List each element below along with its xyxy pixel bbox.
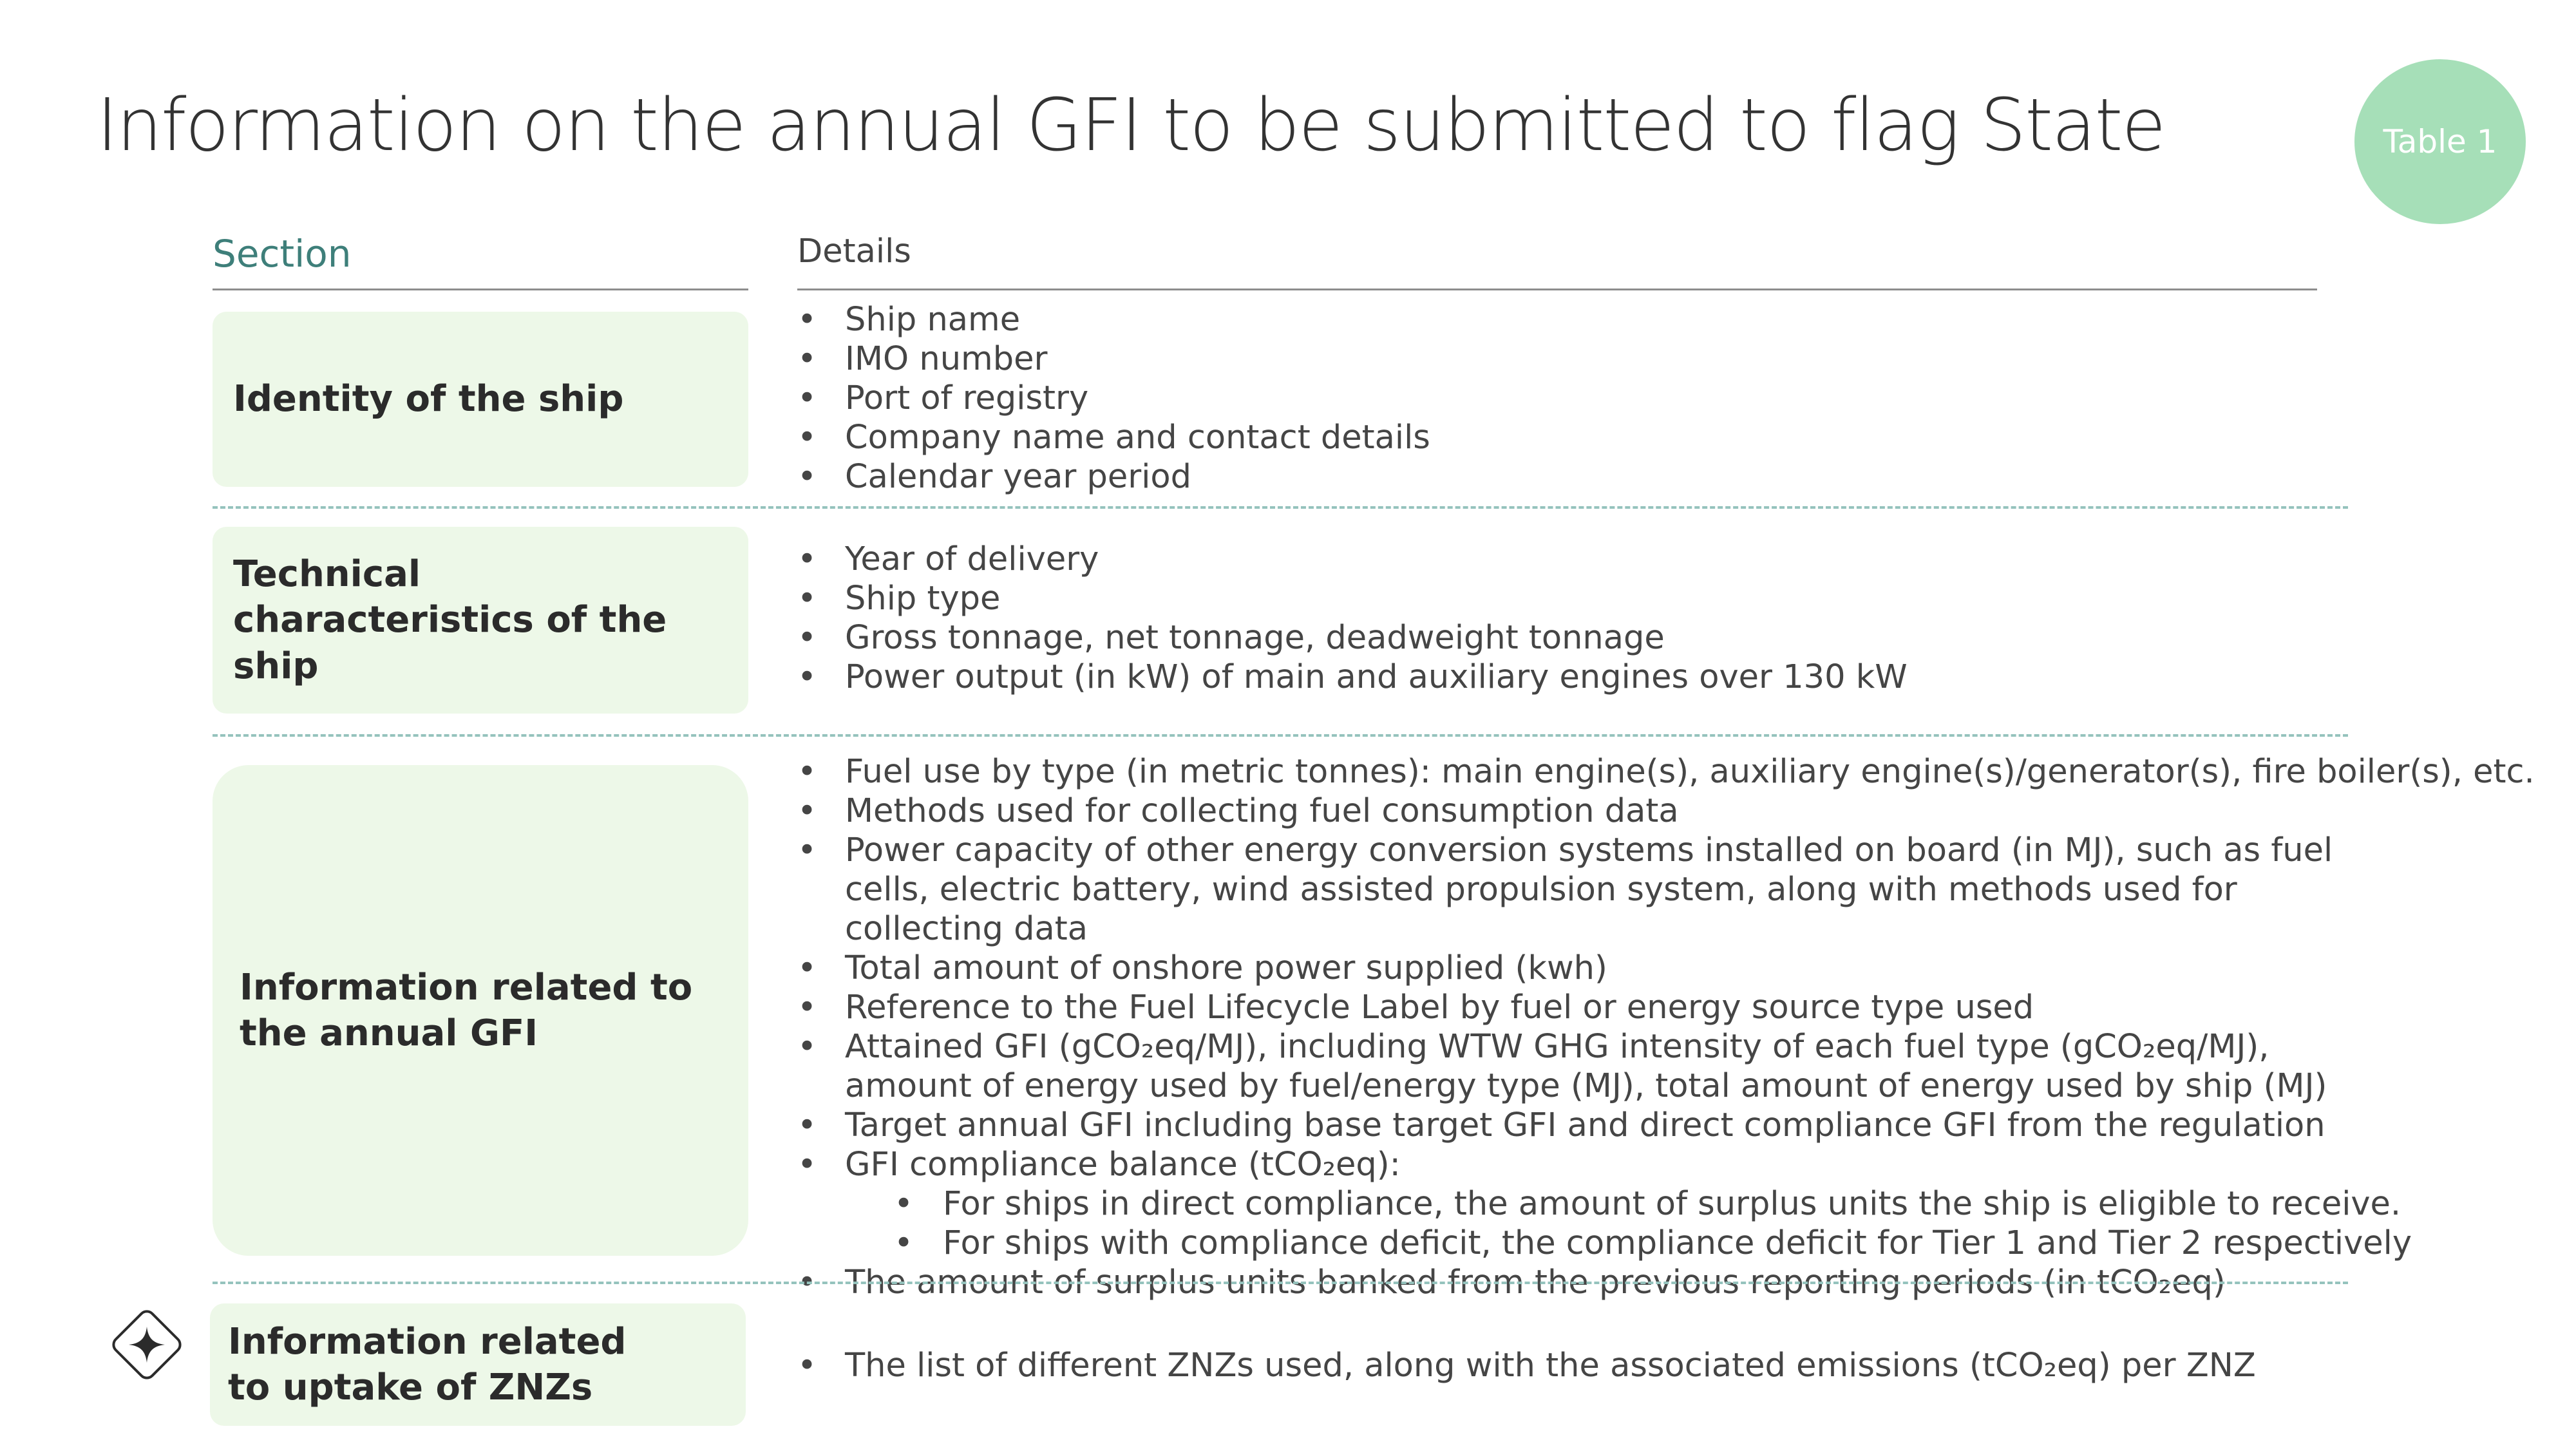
- list-sub-item: • For ships with compliance deficit, the compliance deficit for Tier 1 and Tier 2 respectively: [797, 1224, 2382, 1263]
- list-item: • The list of different ZNZs used, along with the associated emissions (tCO₂eq) per ZNZ: [797, 1346, 2382, 1385]
- list-item: • Methods used for collecting fuel consumption data: [797, 791, 2382, 831]
- column-header-details: Details: [797, 232, 911, 270]
- section-cell-technical: [213, 527, 748, 714]
- section-label: Information related to uptake of ZNZs: [228, 1320, 627, 1408]
- list-item: • Port of registry: [797, 379, 2382, 418]
- list-item: • Calendar year period: [797, 457, 2382, 497]
- list-item: • Reference to the Fuel Lifecycle Label by fuel or energy source type used: [797, 988, 2382, 1027]
- section-label: Information related to the annual GFI: [240, 966, 693, 1054]
- details-list-znz: [797, 1346, 2382, 1385]
- page-title: Information on the annual GFI to be submitted to flag State: [97, 84, 2165, 167]
- list-item: • Power output (in kW) of main and auxiliary engines over 130 kW: [797, 658, 2382, 697]
- row-divider: [213, 734, 2348, 737]
- details-list-technical: [797, 540, 2382, 697]
- list-item: • The amount of surplus units banked from the previous reporting periods (in tCO₂eq): [797, 1263, 2382, 1302]
- section-cell-annual-gfi: [213, 765, 748, 1256]
- list-item: • Company name and contact details: [797, 418, 2382, 457]
- list-item: • Gross tonnage, net tonnage, deadweight tonnage: [797, 618, 2382, 658]
- section-cell-znz: [210, 1303, 746, 1426]
- header-rule: [797, 289, 2317, 290]
- list-item: • Year of delivery: [797, 540, 2382, 579]
- list-item: • Ship name: [797, 300, 2382, 339]
- section-cell-identity: [213, 312, 748, 487]
- section-label: Identity of the ship: [233, 378, 624, 421]
- column-header-section: Section: [213, 232, 352, 276]
- list-item: • Fuel use by type (in metric tonnes): main engine(s), auxiliary engine(s)/generator(s), fire boiler(s), etc.: [797, 752, 2382, 791]
- details-list-annual-gfi: [797, 752, 2535, 1302]
- table-number-badge: Table 1: [2354, 59, 2526, 224]
- list-item: • Power capacity of other energy conversion systems installed on board (in MJ), such as fuel cells, electric battery, wind assisted propulsion system, along with methods used for collecting data: [797, 831, 2369, 949]
- list-item: • Total amount of onshore power supplied (kwh): [797, 949, 2382, 988]
- list-item: • Ship type: [797, 579, 2382, 618]
- header-rule: [213, 289, 748, 290]
- list-item: • Attained GFI (gCO₂eq/MJ), including WTW GHG intensity of each fuel type (gCO₂eq/MJ), amount of energy used by fuel/energy type (MJ), total amount of energy used by ship (MJ): [797, 1027, 2382, 1106]
- list-item: • Target annual GFI including base target GFI and direct compliance GFI from the regulation: [797, 1106, 2382, 1145]
- section-label: Technical characteristics of the ship: [233, 553, 667, 687]
- list-item: • IMO number: [797, 339, 2382, 379]
- details-list-identity: [797, 300, 2382, 497]
- list-item: • GFI compliance balance (tCO₂eq):: [797, 1145, 2382, 1184]
- sparkle-diamond-icon: [103, 1301, 191, 1388]
- row-divider: [213, 506, 2348, 509]
- list-sub-item: • For ships in direct compliance, the amount of surplus units the ship is eligible to receive.: [797, 1184, 2382, 1224]
- row-divider: [213, 1282, 2348, 1284]
